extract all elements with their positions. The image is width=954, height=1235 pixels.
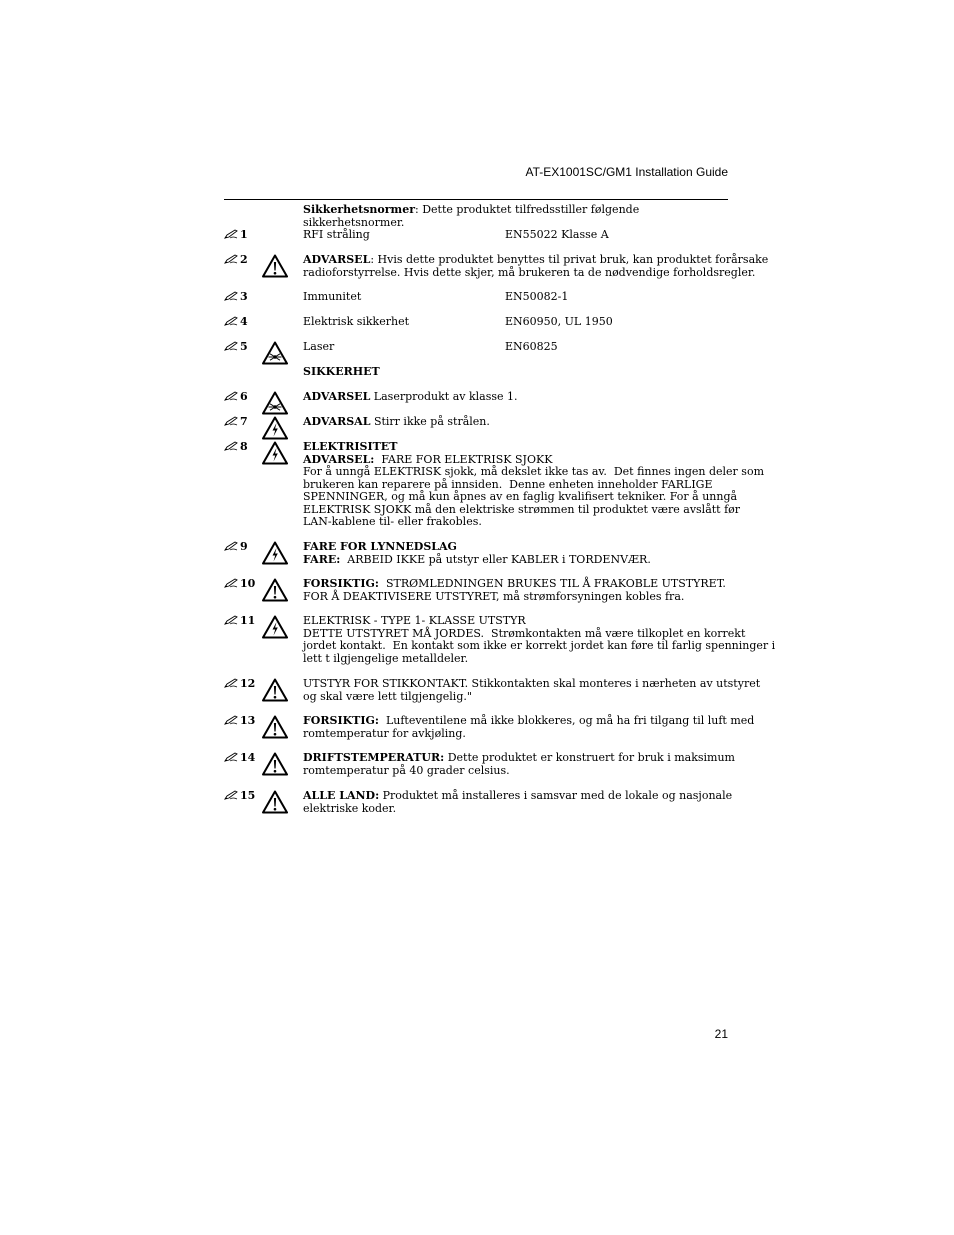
item-text bbox=[303, 541, 732, 566]
warning-icon bbox=[262, 752, 288, 776]
text-run: romtemperatur på 40 grader celsius. bbox=[303, 763, 510, 777]
text-line bbox=[303, 416, 732, 429]
text-line bbox=[303, 366, 732, 379]
intro-text: : Dette produktet tilfredsstiller følgende sikkerhetsnormer. bbox=[303, 203, 640, 229]
item-number bbox=[224, 341, 264, 354]
item-text bbox=[303, 751, 735, 777]
text-run: og skal være lett tilgjengelig." bbox=[303, 689, 472, 703]
bold-run: ALLE LAND: bbox=[303, 789, 380, 802]
item-text bbox=[303, 677, 761, 703]
bold-run: SIKKERHET bbox=[303, 365, 380, 378]
pencil-note-icon bbox=[224, 752, 238, 762]
text-line bbox=[303, 265, 756, 280]
item-icon bbox=[262, 254, 288, 278]
item-icon bbox=[262, 341, 288, 365]
item-text bbox=[303, 440, 765, 529]
pencil-note-icon bbox=[224, 541, 238, 551]
item-number bbox=[224, 254, 264, 267]
item-text bbox=[303, 578, 732, 603]
item-number bbox=[224, 578, 264, 591]
electric-warning-icon bbox=[262, 541, 288, 565]
pencil-note-icon bbox=[224, 316, 238, 326]
item-number bbox=[224, 678, 264, 691]
text-run: : Hvis dette produktet benyttes til privat bruk, kan produktet forårsake bbox=[370, 253, 769, 266]
item-icon bbox=[262, 391, 288, 415]
list-item bbox=[224, 790, 732, 815]
text-run: LAN-kablene til- eller frakobles. bbox=[303, 515, 482, 528]
list-item bbox=[224, 440, 765, 529]
text-line bbox=[303, 653, 732, 666]
item-number-text: 10 bbox=[240, 577, 256, 590]
text-run: ARBEID IKKE på utstyr eller KABLER i TORDENVÆR. bbox=[340, 552, 651, 566]
item-label: RFI stråling bbox=[303, 228, 370, 241]
text-run: Dette produktet er konstruert for bruk i maksimum bbox=[444, 751, 735, 764]
list-item bbox=[224, 253, 769, 279]
item-icon bbox=[262, 416, 288, 440]
pencil-note-icon bbox=[224, 790, 238, 800]
item-number-text: 1 bbox=[240, 228, 248, 241]
warning-icon bbox=[262, 678, 288, 702]
pencil-note-icon bbox=[224, 615, 238, 625]
bold-run: ADVARSAL bbox=[303, 415, 371, 428]
text-run: radioforstyrrelse. Hvis dette skjer, må brukeren ta de nødvendige forholdsregler. bbox=[303, 265, 756, 279]
text-run: ELEKTRISK - TYPE 1- KLASSE UTSTYR bbox=[303, 614, 526, 627]
item-value: EN50082-1 bbox=[505, 290, 569, 303]
item-label: Elektrisk sikkerhet bbox=[303, 315, 410, 328]
pencil-note-icon bbox=[224, 254, 238, 264]
text-line bbox=[303, 391, 732, 404]
item-number-text: 8 bbox=[240, 440, 248, 453]
list-item bbox=[224, 714, 755, 740]
warning-icon bbox=[262, 578, 288, 602]
pencil-note-icon bbox=[224, 441, 238, 451]
pencil-note-icon bbox=[224, 341, 238, 351]
intro-paragraph bbox=[224, 204, 732, 229]
pencil-note-icon bbox=[224, 678, 238, 688]
electric-warning-icon bbox=[262, 615, 288, 639]
text-run: Laserprodukt av klasse 1. bbox=[370, 390, 518, 403]
item-icon bbox=[262, 615, 288, 639]
item-text bbox=[303, 391, 732, 404]
text-run: UTSTYR FOR STIKKONTAKT. Stikkontakten skal monteres i nærheten av utstyret bbox=[303, 677, 761, 690]
list-item bbox=[224, 578, 732, 603]
list-item bbox=[224, 677, 761, 703]
text-run: ELEKTRISK SJOKK må den elektriske strømmen til produktet være avslått før bbox=[303, 502, 741, 516]
item-number-text: 13 bbox=[240, 714, 256, 727]
item-number-text: 6 bbox=[240, 390, 248, 403]
text-line bbox=[303, 691, 732, 704]
item-number-text: 5 bbox=[240, 340, 248, 353]
warning-icon bbox=[262, 790, 288, 814]
text-run: FARE FOR ELEKTRISK SJOKK bbox=[374, 452, 553, 466]
text-run: lett t ilgjengelige metalldeler. bbox=[303, 651, 469, 665]
item-number bbox=[224, 790, 264, 803]
item-icon bbox=[262, 790, 288, 814]
pencil-note-icon bbox=[224, 715, 238, 725]
header-rule bbox=[224, 199, 728, 200]
pencil-note-icon bbox=[224, 578, 238, 588]
item-number-text: 15 bbox=[240, 789, 256, 802]
text-run: For å unngå ELEKTRISK sjokk, må dekslet ikke tas av. Det finnes ingen deler som bbox=[303, 465, 765, 478]
item-number-text: 9 bbox=[240, 540, 248, 553]
pencil-note-icon bbox=[224, 291, 238, 301]
bold-run: ADVARSEL bbox=[303, 390, 371, 403]
item-number bbox=[224, 291, 264, 304]
text-run: elektriske koder. bbox=[303, 801, 397, 815]
item-number bbox=[224, 715, 264, 728]
list-item bbox=[224, 391, 732, 404]
item-number bbox=[224, 391, 264, 404]
text-line bbox=[303, 516, 732, 529]
item-text bbox=[303, 253, 769, 279]
warning-icon bbox=[262, 254, 288, 278]
item-number bbox=[224, 752, 264, 765]
text-run: STRØMLEDNINGEN BRUKES TIL Å FRAKOBLE UTSTYRET. bbox=[378, 577, 726, 590]
bold-run: FARE: bbox=[303, 552, 341, 566]
item-icon bbox=[262, 441, 288, 465]
list-item bbox=[224, 614, 776, 665]
text-run: DETTE UTSTYRET MÅ JORDES. Strømkontakten må være tilkoplet en korrekt bbox=[303, 626, 746, 640]
item-icon bbox=[262, 678, 288, 702]
text-run: brukeren kan reparere på innsiden. Denne enheten inneholder FARLIGE bbox=[303, 477, 713, 491]
item-label: Immunitet bbox=[303, 290, 362, 303]
item-number bbox=[224, 316, 264, 329]
text-run: romtemperatur for avkjøling. bbox=[303, 726, 466, 740]
electric-warning-icon bbox=[262, 441, 288, 465]
item-number bbox=[224, 615, 264, 628]
item-number-text: 11 bbox=[240, 614, 256, 627]
item-text bbox=[303, 790, 732, 815]
text-run: Stirr ikke på strålen. bbox=[370, 415, 490, 428]
item-icon bbox=[262, 715, 288, 739]
item-number-text: 12 bbox=[240, 677, 256, 690]
laser-warning-icon bbox=[262, 391, 288, 415]
page-number: 21 bbox=[714, 1027, 728, 1041]
bold-run: FARE FOR LYNNEDSLAG bbox=[303, 540, 457, 553]
bold-run: DRIFTSTEMPERATUR: bbox=[303, 751, 445, 764]
item-number-text: 3 bbox=[240, 290, 248, 303]
list-item bbox=[224, 366, 732, 379]
intro-bold: Sikkerhetsnormer bbox=[303, 203, 415, 216]
item-number bbox=[224, 416, 264, 429]
item-number bbox=[224, 229, 264, 242]
item-value: EN60950, UL 1950 bbox=[505, 315, 613, 328]
item-icon bbox=[262, 752, 288, 776]
bold-run: ADVARSEL bbox=[303, 253, 371, 266]
bold-run: FORSIKTIG: bbox=[303, 577, 379, 590]
pencil-note-icon bbox=[224, 416, 238, 426]
list-item bbox=[224, 751, 735, 777]
item-text bbox=[303, 366, 732, 379]
item-number-text: 7 bbox=[240, 415, 248, 428]
list-item bbox=[224, 416, 732, 429]
text-line bbox=[303, 765, 732, 778]
bold-run: ADVARSEL: bbox=[303, 452, 375, 466]
electric-warning-icon bbox=[262, 416, 288, 440]
list-item bbox=[224, 541, 732, 566]
item-text bbox=[303, 714, 755, 740]
text-run: jordet kontakt. En kontakt som ikke er korrekt jordet kan føre til farlig spenninger i bbox=[303, 639, 776, 652]
text-run: SPENNINGER, og må kun åpnes av en faglig kvalifisert tekniker. For å unngå bbox=[303, 490, 738, 503]
bold-run: ELEKTRISITET bbox=[303, 440, 398, 453]
item-number-text: 2 bbox=[240, 253, 248, 266]
pencil-note-icon bbox=[224, 229, 238, 239]
text-line bbox=[303, 803, 732, 816]
item-number bbox=[224, 441, 264, 454]
item-value: EN55022 Klasse A bbox=[505, 228, 609, 241]
warning-icon bbox=[262, 715, 288, 739]
item-label: Laser bbox=[303, 340, 335, 353]
item-number-text: 14 bbox=[240, 751, 256, 764]
item-value: EN60825 bbox=[505, 340, 558, 353]
text-line bbox=[303, 554, 732, 567]
item-text bbox=[303, 614, 776, 665]
item-icon bbox=[262, 578, 288, 602]
text-run: Lufteventilene må ikke blokkeres, og må ha fri tilgang til luft med bbox=[378, 714, 755, 727]
item-number bbox=[224, 541, 264, 554]
bold-run: FORSIKTIG: bbox=[303, 714, 379, 727]
header-title: AT-EX1001SC/GM1 Installation Guide bbox=[525, 165, 728, 179]
laser-warning-icon bbox=[262, 341, 288, 365]
text-line bbox=[303, 591, 732, 604]
text-run: FOR Å DEAKTIVISERE UTSTYRET, må strømforsyningen kobles fra. bbox=[303, 589, 685, 603]
text-line bbox=[303, 728, 732, 741]
item-number-text: 4 bbox=[240, 315, 248, 328]
pencil-note-icon bbox=[224, 391, 238, 401]
item-text bbox=[303, 416, 732, 429]
item-icon bbox=[262, 541, 288, 565]
text-run: Produktet må installeres i samsvar med de lokale og nasjonale bbox=[379, 789, 733, 802]
